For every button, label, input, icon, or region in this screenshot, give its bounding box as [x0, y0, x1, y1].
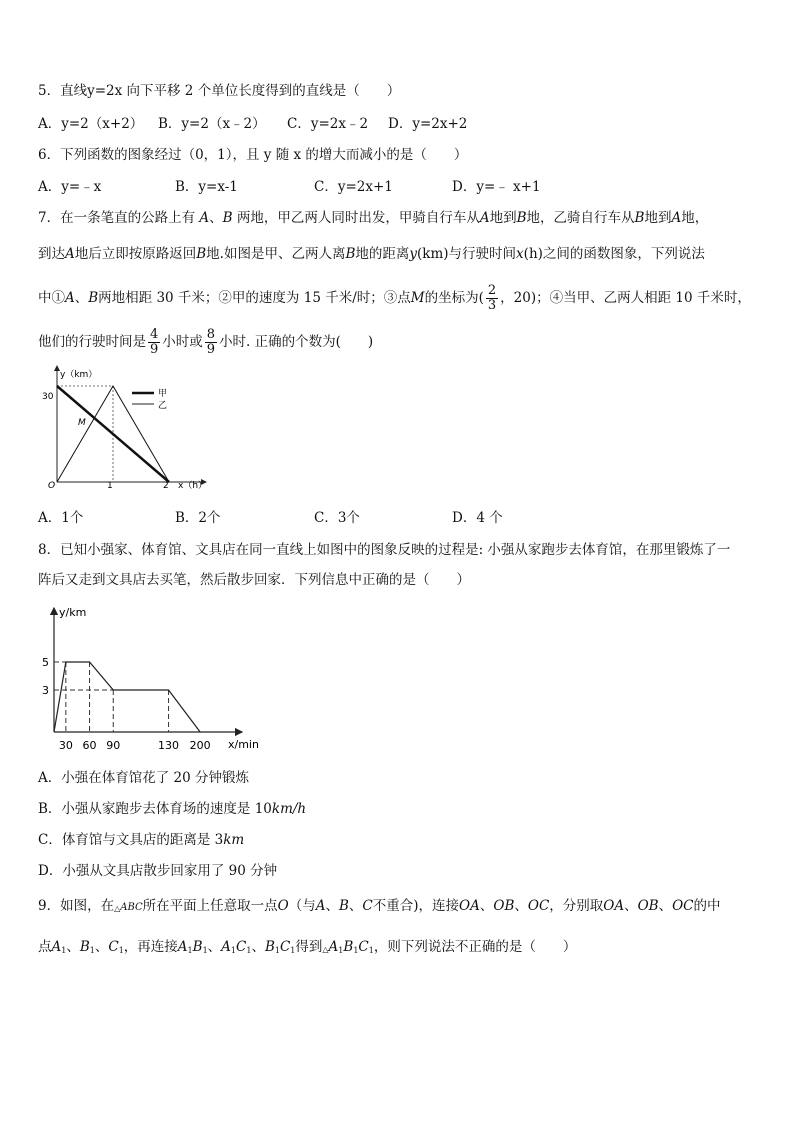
- q5-option-c[interactable]: C．y=2x﹣2: [287, 116, 369, 132]
- q7-y-tick-30: 30: [42, 392, 54, 402]
- q8-x-tick-60: 60: [82, 739, 97, 752]
- q6-option-c[interactable]: C．y=2x+1: [314, 179, 393, 195]
- q7-line-3: 中①A、B两地相距 30 千米；②甲的速度为 15 千米/时；③点M的坐标为( $\frac{2}{3}$ ，20)；④当甲、乙两人相距 10 千米时，: [38, 283, 751, 313]
- q8-option-c[interactable]: C．体育馆与文具店的距离是 3km: [38, 832, 245, 848]
- q8-option-a[interactable]: A．小强在体育馆花了 20 分钟锻炼: [38, 770, 250, 786]
- q7-distance-time-graph: [32, 362, 212, 492]
- q7-line-2: 到达A地后立即按原路返回B地.如图是甲、乙两人离B地的距离y(km)与行驶时间x(h)之间的函数图象，下列说法: [38, 246, 705, 262]
- q8-line-1: 8．已知小强家、体育馆、文具店在同一直线上如图中的图象反映的过程是: 小强从家跑步去体育馆，在那里锻炼了一: [38, 542, 731, 558]
- q5-option-d[interactable]: D．y=2x+2: [388, 116, 468, 132]
- q7-option-d[interactable]: D．4 个: [452, 510, 503, 526]
- q6-option-b[interactable]: B．y=x-1: [175, 179, 238, 195]
- q8-y-axis-label: y/km: [59, 606, 87, 619]
- q7-line-4: 他们的行驶时间是 $\frac{4}{9}$ 小时或 $\frac{8}{9}$ 小时. 正确的个数为( ): [38, 327, 374, 357]
- q8-option-d[interactable]: D．小强从文具店散步回家用了 90 分钟: [38, 863, 278, 879]
- q7-legend-yi-label: 乙: [158, 401, 168, 411]
- fraction-2-3: $\frac{2}{3}$: [487, 283, 497, 313]
- fraction-8-9: $\frac{8}{9}$: [206, 327, 216, 357]
- q5-stem: 5．直线y=2x 向下平移 2 个单位长度得到的直线是（ ）: [38, 83, 401, 99]
- q7-point-m-label: M: [78, 418, 86, 428]
- q8-y-tick-3: 3: [42, 684, 49, 697]
- q8-x-tick-30: 30: [58, 739, 73, 752]
- q8-x-tick-130: 130: [158, 739, 180, 752]
- q8-line-2: 阵后又走到文具店去买笔，然后散步回家．下列信息中正确的是（ ）: [38, 572, 470, 588]
- fraction-4-9: $\frac{4}{9}$: [150, 327, 159, 357]
- q9-line-2: 点$A_1$、$B_1$、$C_1$，再连接$A_1B_1$、$A_1C_1$、$B_1C_1$得到$\triangle A_1B_1C_1$，则下列说法不正确的是（ ）: [38, 939, 577, 955]
- q6-stem: 6．下列函数的图象经过（0，1），且 y 随 x 的增大而减小的是（ ）: [38, 147, 468, 163]
- q7-x-tick-2: 2: [163, 481, 169, 491]
- q7-option-a[interactable]: A．1个: [38, 510, 84, 526]
- q7-legend-jia-label: 甲: [158, 389, 168, 399]
- q7-x-axis-label: x（h）: [178, 481, 208, 491]
- q8-distance-time-graph: [36, 602, 276, 754]
- q5-option-b[interactable]: B．y=2（x﹣2）: [158, 116, 266, 132]
- q8-x-tick-90: 90: [106, 739, 121, 752]
- q7-option-c[interactable]: C．3个: [314, 510, 360, 526]
- q8-series-line: [54, 662, 200, 732]
- q5-option-a[interactable]: A．y=2（x+2）: [38, 116, 144, 132]
- q8-x-axis-label: x/min: [228, 738, 259, 751]
- q6-option-d[interactable]: D．y=﹣ x+1: [452, 179, 541, 195]
- q8-y-tick-5: 5: [42, 656, 49, 669]
- q7-y-axis-label: y（km）: [60, 370, 98, 380]
- q9-line-1: 9．如图，在△ABC所在平面上任意取一点O（与A、B、C不重合)，连接OA、OB、OC，分别取OA、OB、OC的中: [38, 898, 721, 914]
- q7-x-tick-1: 1: [107, 481, 113, 491]
- q7-option-b[interactable]: B．2个: [175, 510, 221, 526]
- q7-line-1: 7．在一条笔直的公路上有 A、B 两地，甲乙两人同时出发，甲骑自行车从A地到B地，乙骑自行车从B地到A地，: [38, 210, 709, 226]
- q8-option-b[interactable]: B．小强从家跑步去体育场的速度是 10km/h: [38, 801, 307, 817]
- q6-option-a[interactable]: A．y=﹣x: [38, 179, 102, 195]
- q7-origin-label: O: [48, 481, 56, 491]
- q8-x-tick-200: 200: [189, 739, 211, 752]
